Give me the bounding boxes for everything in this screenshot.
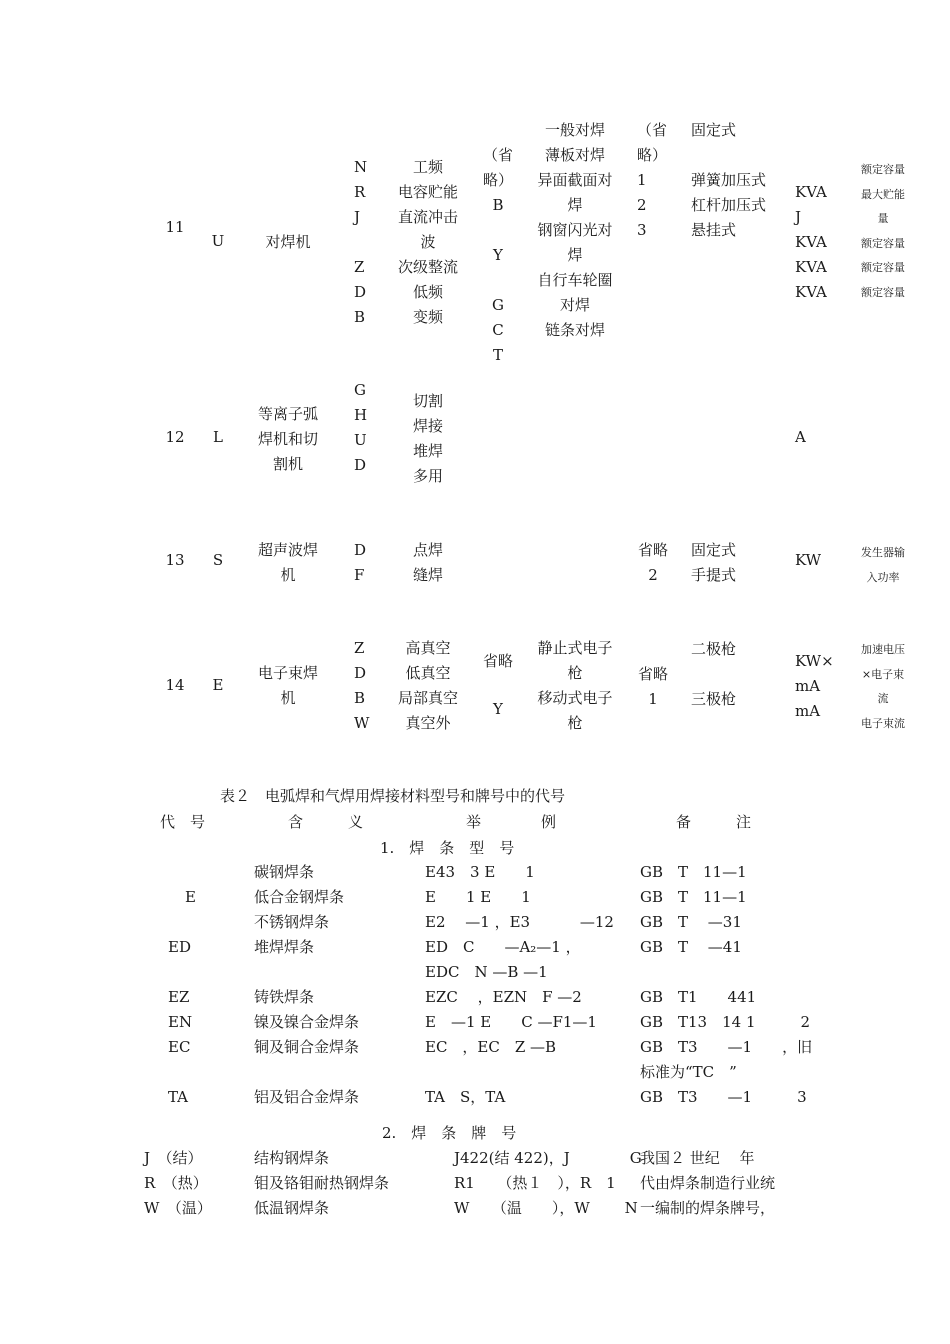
row-code: U <box>211 232 225 250</box>
col6-list: 一般对焊 薄板对焊 异面截面对 焊 钢窗闪光对 焊 自行车轮圈 对焊 链条对焊 <box>537 121 613 339</box>
row-number: 13 <box>165 551 185 569</box>
row-name: 电子束焊 机 <box>257 664 318 707</box>
subname-list: 点焊 缝焊 <box>412 541 443 584</box>
row-code: E <box>212 676 224 694</box>
subcode-list: Z D B W <box>354 639 370 732</box>
code-column: E ED EZ EN EC TA <box>168 888 196 1106</box>
subname-list: 切割 焊接 堆焊 多用 <box>412 392 443 485</box>
note-list: 额定容量 最大贮能 量 额定容量 额定容量 额定容量 <box>861 163 905 299</box>
row-code: S <box>212 551 224 569</box>
col5-b: Y <box>493 700 503 718</box>
header-example: 举 例 <box>466 813 557 831</box>
col8-list: 固定式 弹簧加压式 杠杆加压式 悬挂式 <box>691 121 767 239</box>
col8-b: 三极枪 <box>691 690 737 708</box>
col7-list: 省略 1 <box>637 665 668 708</box>
unit-list: KW× mA mA <box>795 652 834 720</box>
col8-a: 二极枪 <box>691 640 737 658</box>
subname-list: 高真空 低真空 局部真空 真空外 <box>397 639 458 732</box>
subcode-list: D F <box>354 541 367 584</box>
header-code: 代 号 <box>160 813 206 831</box>
header-remark: 备 注 <box>676 813 752 831</box>
header-meaning: 含 义 <box>288 813 364 831</box>
remark-column: GB T 11—1 GB T 11—1 GB T —31 GB T —41 GB T1 441 GB T13 14 1 2 GB T3 —1 ，旧 标准为“TC ” GB T3 —1 3 <box>640 863 813 1106</box>
row-number: 12 <box>165 428 185 446</box>
row-name: 超声波焊 机 <box>257 541 318 584</box>
unit-list: KVA J KVA KVA KVA <box>795 183 827 301</box>
unit: A <box>795 428 806 446</box>
row-number: 14 <box>165 676 185 694</box>
col8-list: 固定式 手提式 <box>691 541 737 584</box>
example-column: J422(结 422)，J G R1 （热１ ），R 1 W （温 ），W N <box>454 1149 642 1217</box>
meaning-column: 结构钢焊条 钼及铬钼耐热钢焊条 低温钢焊条 <box>254 1149 390 1217</box>
section-heading: 2. 焊 条 牌 号 <box>382 1124 517 1142</box>
row-name: 等离子弧 焊机和切 割机 <box>257 405 318 473</box>
note-list: 发生器输 入功率 <box>861 546 905 584</box>
example-column: E43 3 E 1 E 1 E 1 E2 —1 ，E3 —12 ED C —A₂—1 ， EDC N —B —1 EZC ，EZN F —2 E —1 E C —F1—1 EC ，EC Z —B TA S，TA <box>425 863 614 1106</box>
subcode-list: N R J Z D B <box>354 158 368 326</box>
subname-list: 工频 电容贮能 直流冲击 波 次级整流 低频 变频 <box>397 158 458 326</box>
row-code: L <box>213 428 223 446</box>
unit: KW <box>795 551 822 569</box>
row-number: 11 <box>165 218 185 236</box>
subcode-list: G H U D <box>354 381 368 474</box>
note-list: 加速电压 ×电子束 流 电子束流 <box>861 643 905 730</box>
table-title: 表２ 电弧焊和气焊用焊接材料型号和牌号中的代号 <box>220 787 566 805</box>
col7-list: 省略 2 <box>637 541 668 584</box>
col7-list: （省 略） 1 2 3 <box>637 121 668 239</box>
remark-column: 我国２ 世纪 年 代由焊条制造行业统 一编制的焊条牌号， <box>640 1149 776 1217</box>
section-heading: 1. 焊 条 型 号 <box>380 839 515 857</box>
col5-a: 省略 <box>482 652 513 670</box>
code-column: J （结） R （热） W （温） <box>144 1149 212 1217</box>
col6-list: 静止式电子 枪 移动式电子 枪 <box>537 639 613 732</box>
row-name: 对焊机 <box>265 233 311 251</box>
col5-list: （省 略） B Y G C T <box>482 146 513 364</box>
meaning-column: 碳钢焊条 低合金钢焊条 不锈钢焊条 堆焊焊条 铸铁焊条 镍及镍合金焊条 铜及铜合金焊条 铝及铝合金焊条 <box>254 863 360 1106</box>
